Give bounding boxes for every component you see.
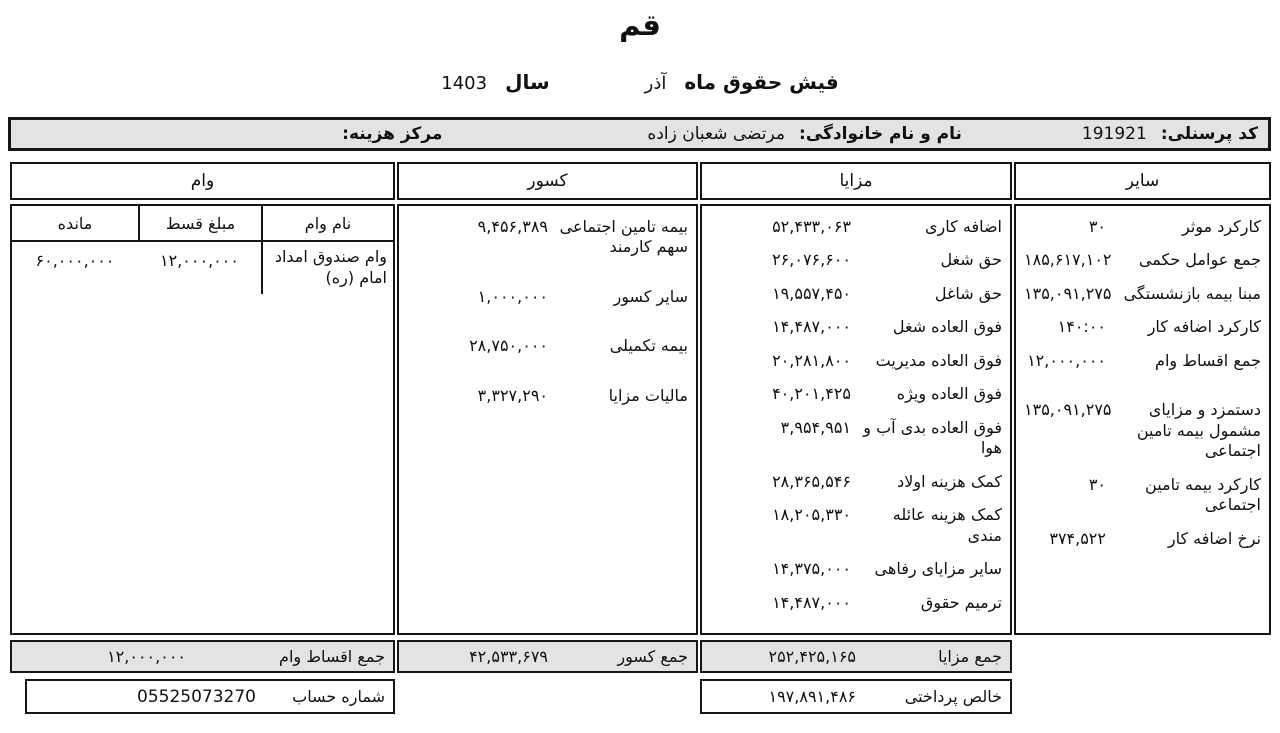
deduction-row-label: بیمه تکمیلی [609,336,688,356]
table-row [1016,277,1269,310]
other-row-value: ۱۳۵,۰۹۱,۲۷۵ [1024,283,1112,303]
column-header-benefits: مزایا [700,162,1012,200]
benefit-row-value: ۳,۹۵۴,۹۵۱ [780,417,851,437]
table-row [399,379,696,412]
other-row-value: ۱۴۰:۰۰ [1057,317,1106,337]
net-pay-label: خالص پرداختی [904,687,1002,706]
benefit-row-label: فوق العاده شغل [892,317,1002,337]
benefit-row-value: ۲۶,۰۷۶,۶۰۰ [772,250,851,270]
table-row [1016,243,1269,276]
table-row [399,210,696,264]
net-pay-box [700,679,1012,714]
other-row-label: نرخ اضافه کار [1167,528,1261,548]
slip-label: فیش حقوق ماه [684,70,839,94]
deduction-row-label: سایر کسور [613,286,688,306]
loan-installment-header: مبلغ قسط [138,206,261,240]
other-row-value: ۱۳۵,۰۹۱,۲۷۵ [1024,400,1112,420]
column-header-other: سایر [1014,162,1271,200]
year-label: سال [505,70,550,94]
table-row [702,465,1010,498]
table-row [702,377,1010,410]
benefit-row-label: کمک هزینه عائله مندی [892,505,1002,545]
table-row [399,280,696,313]
benefit-row-label: ترمیم حقوق [920,592,1002,612]
table-row [702,210,1010,243]
full-name-label: نام و نام خانوادگی: [799,124,962,144]
table-row [1016,210,1269,243]
benefit-row-label: کمک هزینه اولاد [897,471,1002,491]
loan-total-value: ۱۲,۰۰۰,۰۰۰ [107,647,186,666]
deduction-row-label: بیمه تامین اجتماعی سهم کارمند [559,217,688,257]
benefit-row-value: ۵۲,۴۳۳,۰۶۳ [772,217,851,236]
benefit-row-value: ۱۹,۵۵۷,۴۵۰ [772,283,851,303]
deduction-row-label: مالیات مزایا [608,385,688,405]
table-row [702,586,1010,619]
table-row [1016,393,1269,467]
benefit-row-value: ۱۸,۲۰۵,۳۳۰ [772,505,851,525]
loan-subheader [12,206,393,242]
benefit-row-value: ۲۰,۲۸۱,۸۰۰ [772,350,851,370]
account-number-box [25,679,395,714]
loan-balance-header: مانده [57,213,93,233]
loan-name-header: نام وام [261,206,393,240]
deduction-row-value: ۱,۰۰۰,۰۰۰ [477,286,548,306]
table-row [702,243,1010,276]
account-number-label: شماره حساب [292,687,385,706]
other-row-value: ۳۰ [1088,217,1106,236]
benefits-total-label: جمع مزایا [938,647,1002,666]
table-row [1016,468,1269,522]
benefit-row-value: ۲۸,۳۶۵,۵۴۶ [772,471,851,491]
benefit-row-label: فوق العاده بدی آب و هوا [863,417,1002,458]
benefit-row-label: اضافه کاری [925,217,1002,236]
benefit-row-value: ۱۴,۴۸۷,۰۰۰ [772,317,851,337]
net-pay-value: ۱۹۷,۸۹۱,۴۸۶ [768,687,856,706]
deduction-row-value: ۹,۴۵۶,۳۸۹ [477,217,548,236]
other-row-label: کارکرد موثر [1182,217,1261,236]
personnel-code-label: کد پرسنلی: [1160,124,1258,144]
deduction-row-value: ۲۸,۷۵۰,۰۰۰ [469,336,548,356]
table-row [702,552,1010,585]
employee-info-bar [8,117,1271,151]
other-row-label: دستمزد و مزایای مشمول بیمه تامین اجتماعی [1136,400,1261,461]
month-value: آذر [644,73,667,94]
deductions-total-box [397,640,698,673]
table-row [702,411,1010,465]
slip-subtitle [0,70,1280,94]
benefit-row-label: حق شاغل [934,283,1002,303]
account-number-value: 05525073270 [137,686,256,707]
benefit-row-label: فوق العاده مدیریت [875,350,1002,370]
deduction-row-value: ۳,۳۲۷,۲۹۰ [477,385,548,405]
table-row [702,310,1010,343]
other-column [1014,204,1271,635]
personnel-code-value: 191921 [1081,124,1147,144]
benefits-total-value: ۲۵۲,۴۲۵,۱۶۵ [768,647,856,666]
table-row [1016,344,1269,377]
full-name-value: مرتضی شعبان زاده [647,124,786,144]
other-row-label: جمع عوامل حکمی [1138,250,1261,270]
deductions-total-value: ۴۲,۵۳۳,۶۷۹ [469,647,548,666]
loan-column [10,204,395,635]
table-row [702,498,1010,552]
benefit-row-label: حق شغل [940,250,1002,270]
other-row-value: ۳۷۴,۵۲۲ [1049,528,1106,548]
benefit-row-value: ۴۰,۲۰۱,۴۲۵ [772,384,851,404]
deductions-column [397,204,698,635]
page-title: قم [619,8,661,42]
loan-installment-value: ۱۲,۰۰۰,۰۰۰ [160,251,239,270]
cost-center-label: مرکز هزینه: [342,124,443,144]
loan-name-value: وام صندوق امداد امام (ره) [261,242,393,294]
loan-total-label: جمع اقساط وام [279,647,385,666]
other-row-label: مبنا بیمه بازنشستگی [1123,283,1261,303]
other-row-value: ۱۲,۰۰۰,۰۰۰ [1027,350,1106,370]
year-value: 1403 [441,73,488,94]
benefit-row-value: ۱۴,۴۸۷,۰۰۰ [772,592,851,612]
deductions-total-label: جمع کسور [617,647,688,666]
loan-total-box [10,640,395,673]
table-row [1016,522,1269,555]
column-header-deductions: کسور [397,162,698,200]
loan-balance-value: ۶۰,۰۰۰,۰۰۰ [35,251,115,270]
table-row [1016,310,1269,343]
other-row-label: جمع اقساط وام [1155,350,1261,370]
other-row-label: کارکرد اضافه کار [1147,317,1261,337]
table-row [702,277,1010,310]
benefit-row-value: ۱۴,۳۷۵,۰۰۰ [772,559,851,579]
table-row [702,344,1010,377]
benefits-column [700,204,1012,635]
column-header-loan: وام [10,162,395,200]
benefit-row-label: سایر مزایای رفاهی [874,559,1002,579]
table-row [399,329,696,362]
other-row-value: ۱۸۵,۶۱۷,۱۰۲ [1024,250,1112,270]
other-row-value: ۳۰ [1088,474,1106,494]
other-row-label: کارکرد بیمه تامین اجتماعی [1145,474,1261,515]
table-row [12,242,393,294]
benefits-total-box [700,640,1012,673]
benefit-row-label: فوق العاده ویژه [896,384,1002,404]
